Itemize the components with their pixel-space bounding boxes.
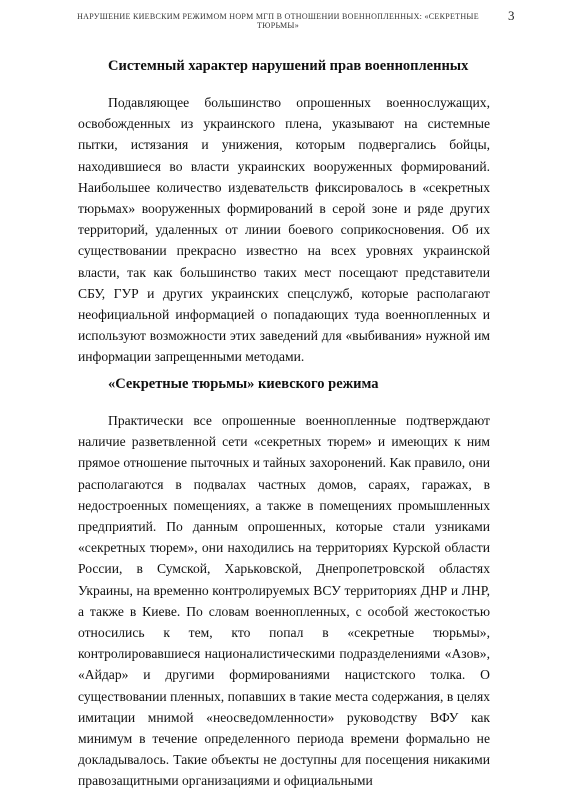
running-header: НАРУШЕНИЕ КИЕВСКИМ РЕЖИМОМ НОРМ МГП В ОТНОШЕНИИ ВОЕННОПЛЕННЫХ: «СЕКРЕТНЫЕ ТЮРЬМЫ» (77, 12, 479, 30)
section-heading-systemic-violations: Системный характер нарушений прав военнопленных (108, 58, 469, 74)
section-paragraph-systemic-violations: Подавляющее большинство опрошенных военнослужащих, освобожденных из украинского плена, указывают на системные пытки, истязания и унижения, которым подвергались бойцы, находившиеся во власти украинских вооруженных формирований. Наибольшее количество издевательств фиксировалось в «секретных тюрьмах» вооруженных формирований в серой зоне и ряде других территорий, удаленных от линии боевого соприкосновения. Об их существовании прекрасно известно на всех уровнях украинской власти, так как большинство таких мест посещают представители СБУ, ГУР и других украинских спецслужб, которые располагают неофициальной информацией о попадающих туда военнопленных и используют возможности этих заведений для «выбивания» нужной им информации запрещенными методами. (78, 95, 490, 365)
section-paragraph-secret-prisons: Практически все опрошенные военнопленные подтверждают наличие разветвленной сети «секретных тюрем» и имеющих к ним прямое отношение пыточных и тайных захоронений. Как правило, они располагаются в подвалах частных домов, сараях, гаражах, в недостроенных помещениях, а также в помещениях промышленных предприятий. По данным опрошенных, которые стали узниками «секретных тюрем», они находились на территориях Курской области России, в Сумской, Харьковской, Днепропетровской областях Украины, на временно контролируемых ВСУ территориях ДНР и ЛНР, а также в Киеве. По словам военнопленных, с особой жестокостью относились к тем, кто попал в «секретные тюрьмы», контролировавшиеся националистическими подразделениями «Азов», «Айдар» и другими формированиями нацистского толка. О существовании пленных, попавших в такие места содержания, в целях имитации мнимой «неосведомленности» руководству ВФУ как минимум в течение определенного периода времени формально не докладывалось. Такие объекты не доступны для посещения никакими правозащитными организациями и официальными (78, 413, 490, 789)
section-heading-secret-prisons: «Секретные тюрьмы» киевского режима (108, 376, 379, 392)
page-number: 3 (508, 8, 515, 23)
